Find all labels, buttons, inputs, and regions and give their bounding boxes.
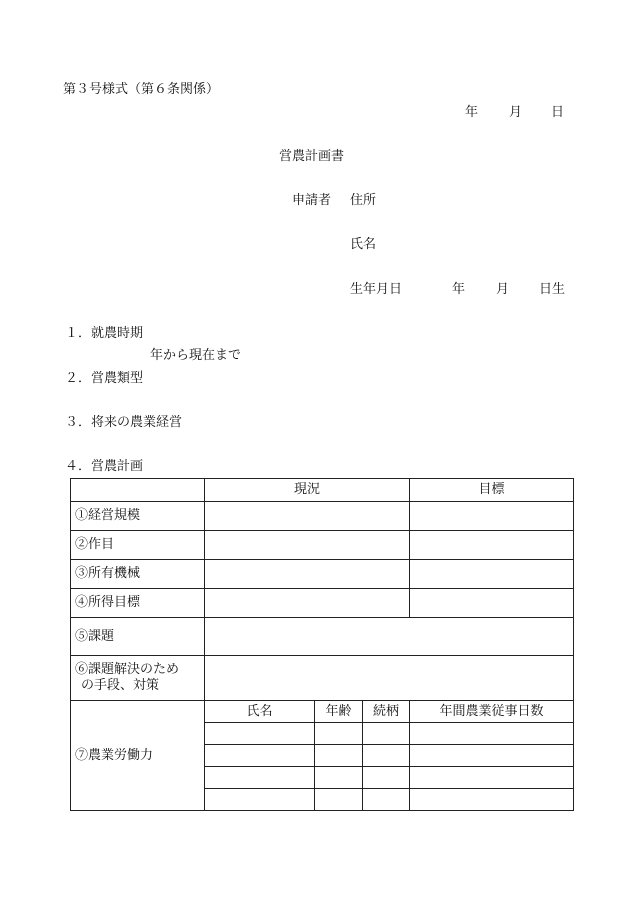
labor-col-age: 年齢 [315, 701, 363, 723]
col-current-header: 現況 [205, 479, 410, 502]
labor-header-row [71, 701, 574, 723]
col-target-header: 目標 [410, 479, 574, 502]
section-farming-type: ２．営農類型 [65, 371, 144, 386]
labor-cell-days[interactable] [410, 723, 574, 745]
address-label: 住所 [350, 193, 377, 208]
table-row [71, 560, 574, 589]
labor-col-days: 年間農業従事日数 [410, 701, 574, 723]
row-label-income: ④所得目標 [71, 589, 205, 618]
date-year-label: 年 [465, 105, 479, 120]
table-row [71, 589, 574, 618]
birth-month-label: 月 [496, 282, 510, 297]
row-label-issues: ⑤課題 [71, 618, 205, 656]
section-farming-plan: ４．営農計画 [65, 459, 144, 474]
labor-cell-name[interactable] [205, 767, 315, 789]
farming-plan-table [70, 478, 574, 811]
labor-cell-relation[interactable] [363, 745, 410, 767]
labor-cell-age[interactable] [315, 789, 363, 811]
row-label-crops: ②作目 [71, 531, 205, 560]
cell-target-scale[interactable] [410, 502, 574, 531]
labor-cell-relation[interactable] [363, 789, 410, 811]
cell-target-income[interactable] [410, 589, 574, 618]
name-label: 氏名 [350, 237, 377, 252]
labor-cell-name[interactable] [205, 723, 315, 745]
date-day-label: 日 [551, 105, 565, 120]
cell-current-scale[interactable] [205, 502, 410, 531]
labor-cell-name[interactable] [205, 745, 315, 767]
cell-current-crops[interactable] [205, 531, 410, 560]
cell-target-machinery[interactable] [410, 560, 574, 589]
labor-col-name: 氏名 [205, 701, 315, 723]
measures-line-2: の手段、対策 [81, 678, 160, 693]
farming-start-text: 年から現在まで [150, 348, 242, 363]
labor-cell-relation[interactable] [363, 767, 410, 789]
measures-line-1: ⑥課題解決のため [75, 662, 180, 677]
applicant-label: 申請者 [292, 193, 332, 208]
row-label-measures [71, 656, 205, 701]
cell-current-income[interactable] [205, 589, 410, 618]
labor-cell-days[interactable] [410, 767, 574, 789]
labor-cell-name[interactable] [205, 789, 315, 811]
document-title: 営農計画書 [279, 149, 345, 164]
section-future-management: ３．将来の農業経営 [65, 415, 183, 430]
labor-col-relation: 続柄 [363, 701, 410, 723]
cell-target-crops[interactable] [410, 531, 574, 560]
table-row [71, 531, 574, 560]
cell-issues[interactable] [205, 618, 574, 656]
labor-cell-age[interactable] [315, 745, 363, 767]
section-farming-start: １．就農時期 [65, 326, 144, 341]
form-number: 第３号様式（第６条関係） [63, 82, 220, 97]
labor-cell-age[interactable] [315, 723, 363, 745]
row-label-machinery: ③所有機械 [71, 560, 205, 589]
row-label-labor: ⑦農業労働力 [71, 701, 205, 811]
table-row [71, 618, 574, 656]
labor-cell-days[interactable] [410, 745, 574, 767]
birth-year-label: 年 [452, 282, 466, 297]
cell-measures[interactable] [205, 656, 574, 701]
labor-cell-days[interactable] [410, 789, 574, 811]
labor-cell-age[interactable] [315, 767, 363, 789]
labor-cell-relation[interactable] [363, 723, 410, 745]
header-empty-cell [71, 479, 205, 502]
birth-day-label: 日生 [539, 282, 566, 297]
cell-current-machinery[interactable] [205, 560, 410, 589]
date-month-label: 月 [509, 105, 523, 120]
table-row [71, 656, 574, 701]
table-header-row [71, 479, 574, 502]
row-label-scale: ①経営規模 [71, 502, 205, 531]
table-row [71, 502, 574, 531]
birthdate-label: 生年月日 [350, 282, 403, 297]
